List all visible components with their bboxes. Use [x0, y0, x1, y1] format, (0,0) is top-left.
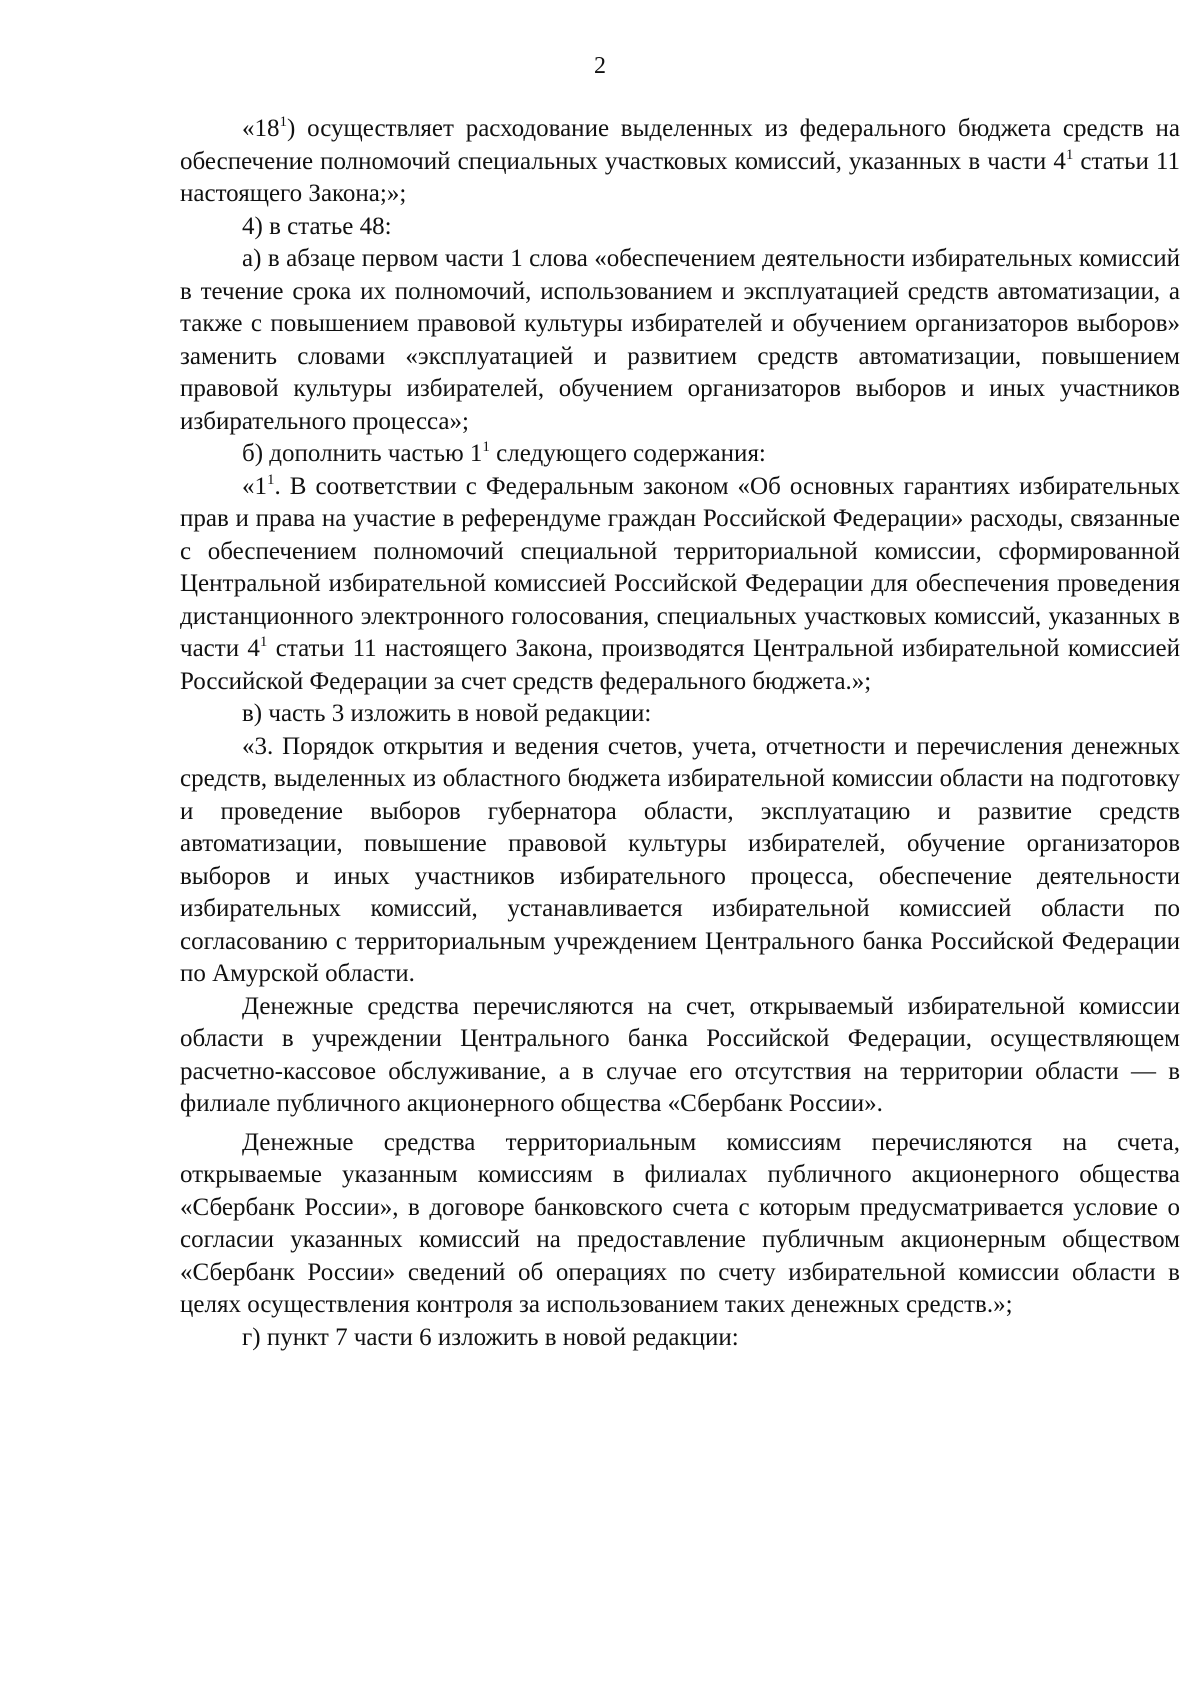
paragraph	[180, 698, 1180, 731]
superscript: 1	[267, 471, 275, 488]
paragraph	[180, 243, 1180, 438]
text-run: Денежные средства территориальным комиссиям перечисляются на счета, открываемые указанным комиссиям в филиалах публичного акционерного общества «Сбербанк России», в договоре банковского счета с которым предусматривается условие о согласии указанных комиссий на предоставление публичным акционерным обществом «Сбербанк России» сведений об операциях по счету избирательной комиссии области в целях осуществления контроля за использованием таких денежных средств.»;	[180, 1128, 1180, 1318]
text-run: б) дополнить частью 1	[242, 440, 483, 467]
paragraph	[180, 471, 1180, 699]
page-number: 2	[594, 53, 606, 79]
text-run: «1	[242, 472, 267, 500]
text-run: ) осуществляет расходование выделенных из федерального бюджета средств на обеспечение полномочий специальных участковых комиссий, указанных в части 4	[180, 115, 1180, 175]
text-run: . В соответствии с Федеральным законом «Об основных гарантиях избирательных прав и права на участие в референдуме граждан Российской Федерации» расходы, связанные с обеспечением полномочий специальной территориальной комиссии, сформированной Центральной избирательной комиссией Российской Федерации для обеспечения проведения дистанционного электронного голосования, специальных участковых комиссий, указанных в части 4	[180, 472, 1180, 662]
text-run: статьи 11 настоящего Закона, производятся Центральной избирательной комиссией Российской Федерации за счет средств федерального бюджета.»;	[180, 635, 1180, 695]
superscript: 1	[482, 439, 490, 455]
text-run: г) пункт 7 части 6 изложить в новой редакции:	[242, 1323, 739, 1351]
paragraph	[180, 731, 1180, 991]
paragraph	[180, 1127, 1180, 1322]
superscript: 1	[259, 634, 268, 650]
paragraph	[180, 1322, 1180, 1355]
superscript: 1	[1065, 146, 1074, 163]
text-run: «3. Порядок открытия и ведения счетов, учета, отчетности и перечисления денежных средств, выделенных из областного бюджета избирательной комиссии области на подготовку и проведение выборов губернатора области, эксплуатацию и развитие средств автоматизации, повышение правовой культуры избирателей, обучение организаторов выборов и иных участников избирательного процесса, обеспечение деятельности избирательных комиссий, устанавливается избирательной комиссией области по согласованию с территориальным учреждением Центрального банка Российской Федерации по Амурской области.	[180, 732, 1180, 987]
text-run: в) часть 3 изложить в новой редакции:	[242, 700, 652, 727]
superscript: 1	[279, 114, 287, 130]
paragraph	[180, 438, 1180, 471]
text-run: Денежные средства перечисляются на счет, открываемый избирательной комиссии области в учреждении Центрального банка Российской Федерации, осуществляющем расчетно-кассовое обслуживание, а в случае его отсутствия на территории области — в филиале публичного акционерного общества «Сбербанк России».	[180, 992, 1180, 1117]
paragraph	[180, 991, 1180, 1121]
paragraph	[180, 113, 1180, 211]
text-run: статьи 11 настоящего Закона;»;	[180, 147, 1180, 207]
document-body	[180, 113, 1180, 1354]
text-run: следующего содержания:	[489, 440, 766, 467]
text-run: а) в абзаце первом части 1 слова «обеспечением деятельности избирательных комиссий в течение срока их полномочий, использованием и эксплуатацией средств автоматизации, а также с повышением правовой культуры избирателей и обучением организаторов выборов» заменить словами «эксплуатацией и развитием средств автоматизации, повышением правовой культуры избирателей, обучением организаторов выборов и иных участников избирательного процесса»;	[180, 245, 1180, 435]
paragraph	[180, 211, 1180, 244]
text-run: 4) в статье 48:	[242, 212, 392, 240]
text-run: «18	[242, 115, 280, 142]
